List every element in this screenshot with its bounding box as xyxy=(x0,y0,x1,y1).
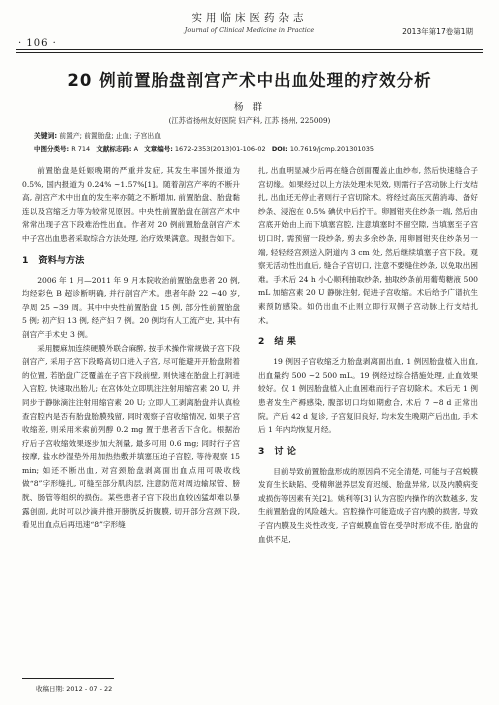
cls-value: R 714 xyxy=(71,145,91,153)
body-paragraph: 2006 年 1 月—2011 年 9 月本院收治前置胎盘患者 20 例, 均经彩色 B 超诊断明确, 并行剖宫产术。患者年龄 22 ~40 岁, 孕周 25 ~39 周。其中中央性前置胎盘 15 例, 部分性前置胎盘 5 例; 初产妇 13 例, 经产妇 7 例。20 例均有人工流产史, 其中有剖宫产手术史 3 例。 xyxy=(22,275,240,339)
classification-line xyxy=(34,144,374,153)
header-rule-thin xyxy=(16,52,483,53)
issue-info: 2013年第17卷第1期 xyxy=(402,27,473,36)
art-label: 文章编号: xyxy=(144,145,173,153)
doc-label: 文献标志码: xyxy=(96,145,132,153)
cls-label: 中图分类号: xyxy=(34,145,70,153)
body-paragraph: 扎, 出血明显减少后再在缝合创面覆盖止血纱布, 然后快速缝合子宫切缘。如果经过以上方法处理未见效, 则需行子宫动脉上行支结扎, 出血还无停止者则行子宫切除术。将经过高压灭菌消毒、备好纱条、浸泡在 0.5% 碘伏中后拧干。卵圆钳夹住纱条一端, 然后由宫底开始由上而下填塞宫腔, 注意填塞时不留空隙, 当填塞至子宫切口时, 需预留一段纱条, 剪去多余纱条, 用卵圆钳夹住纱条另一端, 轻轻经宫颈送入阴道内 3 cm 处, 然后继续填塞子宫下段。观察无活动性出血后, 缝合子宫切口, 注意不要缝住纱条, 以免取出困难。手术后 24 h 小心顺利抽取纱条, 抽取纱条前用葡萄糖液 500 mL 加缩宫素 20 U 静脉注射, 促进子宫收缩。术后给予广谱抗生素预防感染。如仍出血不止则立即行双侧子宫动脉上行支结扎术。 xyxy=(258,166,478,325)
page-number: · 106 · xyxy=(18,38,57,49)
keywords-label: 关键词: xyxy=(34,132,58,140)
section-heading-3: 3 讨 论 xyxy=(258,445,296,457)
header-rule xyxy=(16,49,483,50)
affiliation: (江苏省扬州友好医院 妇产科, 江苏 扬州, 225009) xyxy=(168,116,331,125)
intro-paragraph: 前置胎盘是妊娠晚期的严重并发症, 其发生率国外报道为 0.5%, 国内报道为 0.24% ~1.57%[1]。随着剖宫产率的不断升高, 剖宫产术中出血的发生率亦随之不断增加, 前置胎盘、胎盘黏连以及宫缩乏力等为较常见原因。中央性前置胎盘在剖宫产术中常常出现子宫下段难治性出血。作者对 20 例前置胎盘剖宫产术中子宫出血患者采取综合方法处理, 治疗效果满意。现报告如下。 xyxy=(22,166,240,243)
doc-value: A xyxy=(133,145,139,153)
doi-value: 10.7619/jcmp.201301035 xyxy=(289,145,375,153)
article-title: 20 例前置胎盘剖宫产术中出血处理的疗效分析 xyxy=(67,71,432,90)
body-paragraph: 19 例因子宫收缩乏力胎盘剥离面出血, 1 例因胎盘植入出血, 出血量约 500 ~2 500 mL。19 例经过综合措施处理, 止血效果较好。仅 1 例因胎盘植入止血困难而行子宫切除术。术后无 1 例患者发生产褥感染, 腹部切口均如期愈合, 术后 7 ~8 d 正常出院。产后 42 d 复诊, 子宫复旧良好, 均未发生晚期产后出血, 手术后 1 年内均恢复月经。 xyxy=(258,357,478,435)
author: 杨 群 xyxy=(233,102,266,113)
body-paragraph: 目前导致前置胎盘形成的原因尚不完全清楚, 可能与子宫蜕膜发育生长缺陷、受精卵滋养层发育迟缓、胎盘异常, 以及内膜病变或损伤等因素有关[2]。姚利等[3] 认为宫腔内操作的次数越多, 发生前置胎盘的风险越大。宫腔操作可能造成子宫内膜的损害, 导致子宫内膜及生炎性改变, 子宫蜕膜血管在受孕时形成不佳, 胎盘的血供不足, xyxy=(258,466,478,544)
keywords: 前置产; 前置胎盘; 止血; 子宫出血 xyxy=(59,132,161,140)
section-heading-1: 1 资料与方法 xyxy=(22,254,85,266)
journal-title-en: Journal of Clinical Medicine in Practice xyxy=(184,26,315,34)
art-value: 1672-2353(2013)01-106-02 xyxy=(174,145,266,153)
left-column xyxy=(22,164,240,532)
body-paragraph: 采用腰麻加连续硬膜外联合麻醉, 按手术操作常规做子宫下段剖宫产, 采用子宫下段略高切口进入子宫, 尽可能避开开胎盘附着的位置, 若胎盘广泛覆盖在子宫下段前壁, 则快速在胎盘上打洞进入宫腔, 快速取出胎儿; 在宫体处立即肌注注射用缩宫素 20 U, 并同步于静脉滴注注射用缩宫素 20 U; 立即人工剥离胎盘并认真检查宫腔内是否有胎盘胎膜残留, 同时观察子宫收缩情况, 如果子宫收缩差, 则采用米索前列醇 0.2 mg 置于患者舌下含化。根据治疗后子宫收缩效果逐步加大剂量, 最多可用 0.6 mg; 同时行子宫按摩, 盐水纱湿垫外用加热热敷并填塞压迫子宫腔, 等待观察 15 min; 如还不断出血, 对宫颈胎盘剥离面出血点用可吸收线做“8”字形缝扎, 可缝至部分肌肉层, 注意防范对周边输尿管、膀胱、肠管等组织的损伤。某些患者子宫下段出血较凶猛却难以暴露创面, 此时可以沙滴并推开膀胱反折腹膜, 切开部分宫颈下段, 看见出血点后再迅速“8”字形缝 xyxy=(22,343,240,530)
keywords-line xyxy=(34,130,161,140)
right-column xyxy=(258,164,478,546)
doi-label: DOI: xyxy=(271,145,288,153)
section-heading-2: 2 结 果 xyxy=(258,336,296,348)
received-date: 收稿日期: 2012 - 07 - 22 xyxy=(36,685,113,693)
journal-title: 实用临床医药杂志 xyxy=(191,12,308,24)
footnote-rule xyxy=(22,678,114,679)
